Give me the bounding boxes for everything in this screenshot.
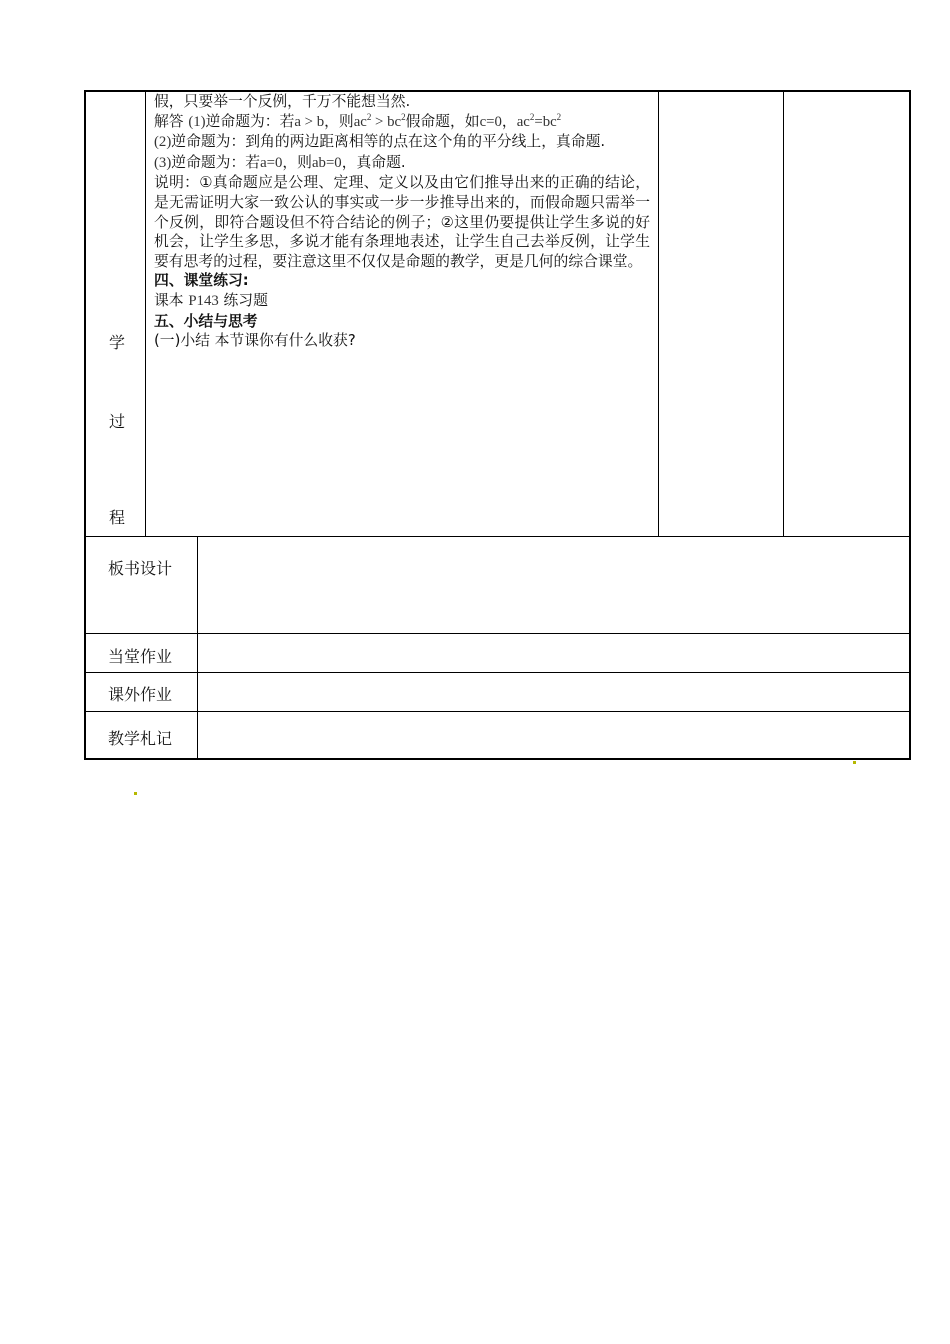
process-char-3: 程: [108, 508, 125, 527]
square-exponent-3: 2: [529, 111, 535, 122]
explanation-paragraph: 说明：①真命题应是公理、定理、定义以及由它们推导出来的正确的结论，是无需证明大家一致公认的事实或一步一步推导出来的，而假命题只需举一个反例，即符合题设但不符合结论的例子；②这里仍要提供让学生多说的好机会，让学生多思，多说才能有条理地表述，让学生自己去举反例，让学生要有思考的过程，要注意这里不仅仅是命题的教学，更是几何的综合课堂。: [154, 174, 650, 270]
answer-1-c0: c=0: [479, 113, 502, 130]
divider-row-notes: [84, 711, 911, 712]
answer-1-ac2: ac: [516, 113, 530, 130]
divider-row-class-hw: [84, 633, 911, 634]
answer-1-number: (1): [188, 113, 206, 130]
answer-2-number: (2): [154, 134, 172, 151]
teaching-notes-label: 教学札记: [108, 729, 173, 748]
divider-process-column: [145, 90, 146, 536]
divider-row-board: [84, 536, 911, 537]
answer-line-3: [154, 153, 650, 174]
lesson-content: [154, 92, 650, 351]
practice-line: [154, 291, 650, 312]
answer-3-end: ，真命题.: [341, 153, 406, 171]
square-exponent-2: 2: [401, 111, 406, 122]
square-exponent-4: 2: [556, 111, 562, 122]
answer-3-lead: 逆命题为：若: [171, 153, 261, 171]
class-homework-label: 当堂作业: [108, 647, 173, 666]
practice-lead: 课本: [154, 291, 184, 309]
answer-3-number: (3): [154, 154, 172, 171]
answer-3-ab0: ab=0: [311, 154, 342, 171]
answer-1-eq-bc: =bc: [534, 113, 557, 130]
summary-line: (一)小结 本节课你有什么收获?: [154, 332, 356, 350]
answer-2-text: 逆命题为：到角的两边距离相等的点在这个角的平分线上，真命题.: [171, 133, 606, 151]
answer-label: 解答: [154, 112, 184, 130]
square-exponent-1: 2: [366, 111, 372, 122]
answer-1-false: 假命题，如: [405, 112, 480, 130]
stray-mark-1: [853, 761, 856, 764]
divider-label-column: [197, 536, 198, 759]
lesson-plan-table: [84, 90, 911, 760]
practice-reference: P143: [188, 292, 219, 309]
table-border-bottom: [84, 758, 911, 760]
section-5-heading: 五、小结与思考: [154, 312, 258, 330]
content-line-1: 假，只要举一个反例，千万不能想当然.: [154, 93, 411, 110]
divider-row-extra-hw: [84, 672, 911, 673]
section-4-heading: 四、课堂练习:: [154, 272, 249, 290]
answer-3-a0: a=0: [260, 154, 283, 171]
divider-content-column: [658, 90, 659, 536]
board-design-label: 板书设计: [108, 559, 173, 578]
stray-mark-2: [134, 792, 137, 795]
answer-1-then: ，则: [324, 112, 354, 130]
answer-1-condition: a > b: [294, 113, 325, 130]
table-border-left: [84, 90, 86, 760]
divider-activity-column: [783, 90, 784, 536]
answer-1-ac: ac: [353, 113, 367, 130]
answer-1-lead: 逆命题为：若: [205, 112, 295, 130]
process-char-1: 学: [108, 333, 125, 352]
table-border-right: [909, 90, 911, 760]
practice-tail: 练习题: [223, 291, 268, 309]
answer-line-2: [154, 132, 650, 153]
extra-homework-label: 课外作业: [108, 685, 173, 704]
answer-line-1: [154, 112, 650, 133]
process-char-2: 过: [108, 412, 125, 431]
answer-3-then: ，则: [282, 153, 312, 171]
answer-1-comma: ，: [501, 112, 517, 130]
answer-1-gt-bc: > bc: [371, 113, 402, 130]
